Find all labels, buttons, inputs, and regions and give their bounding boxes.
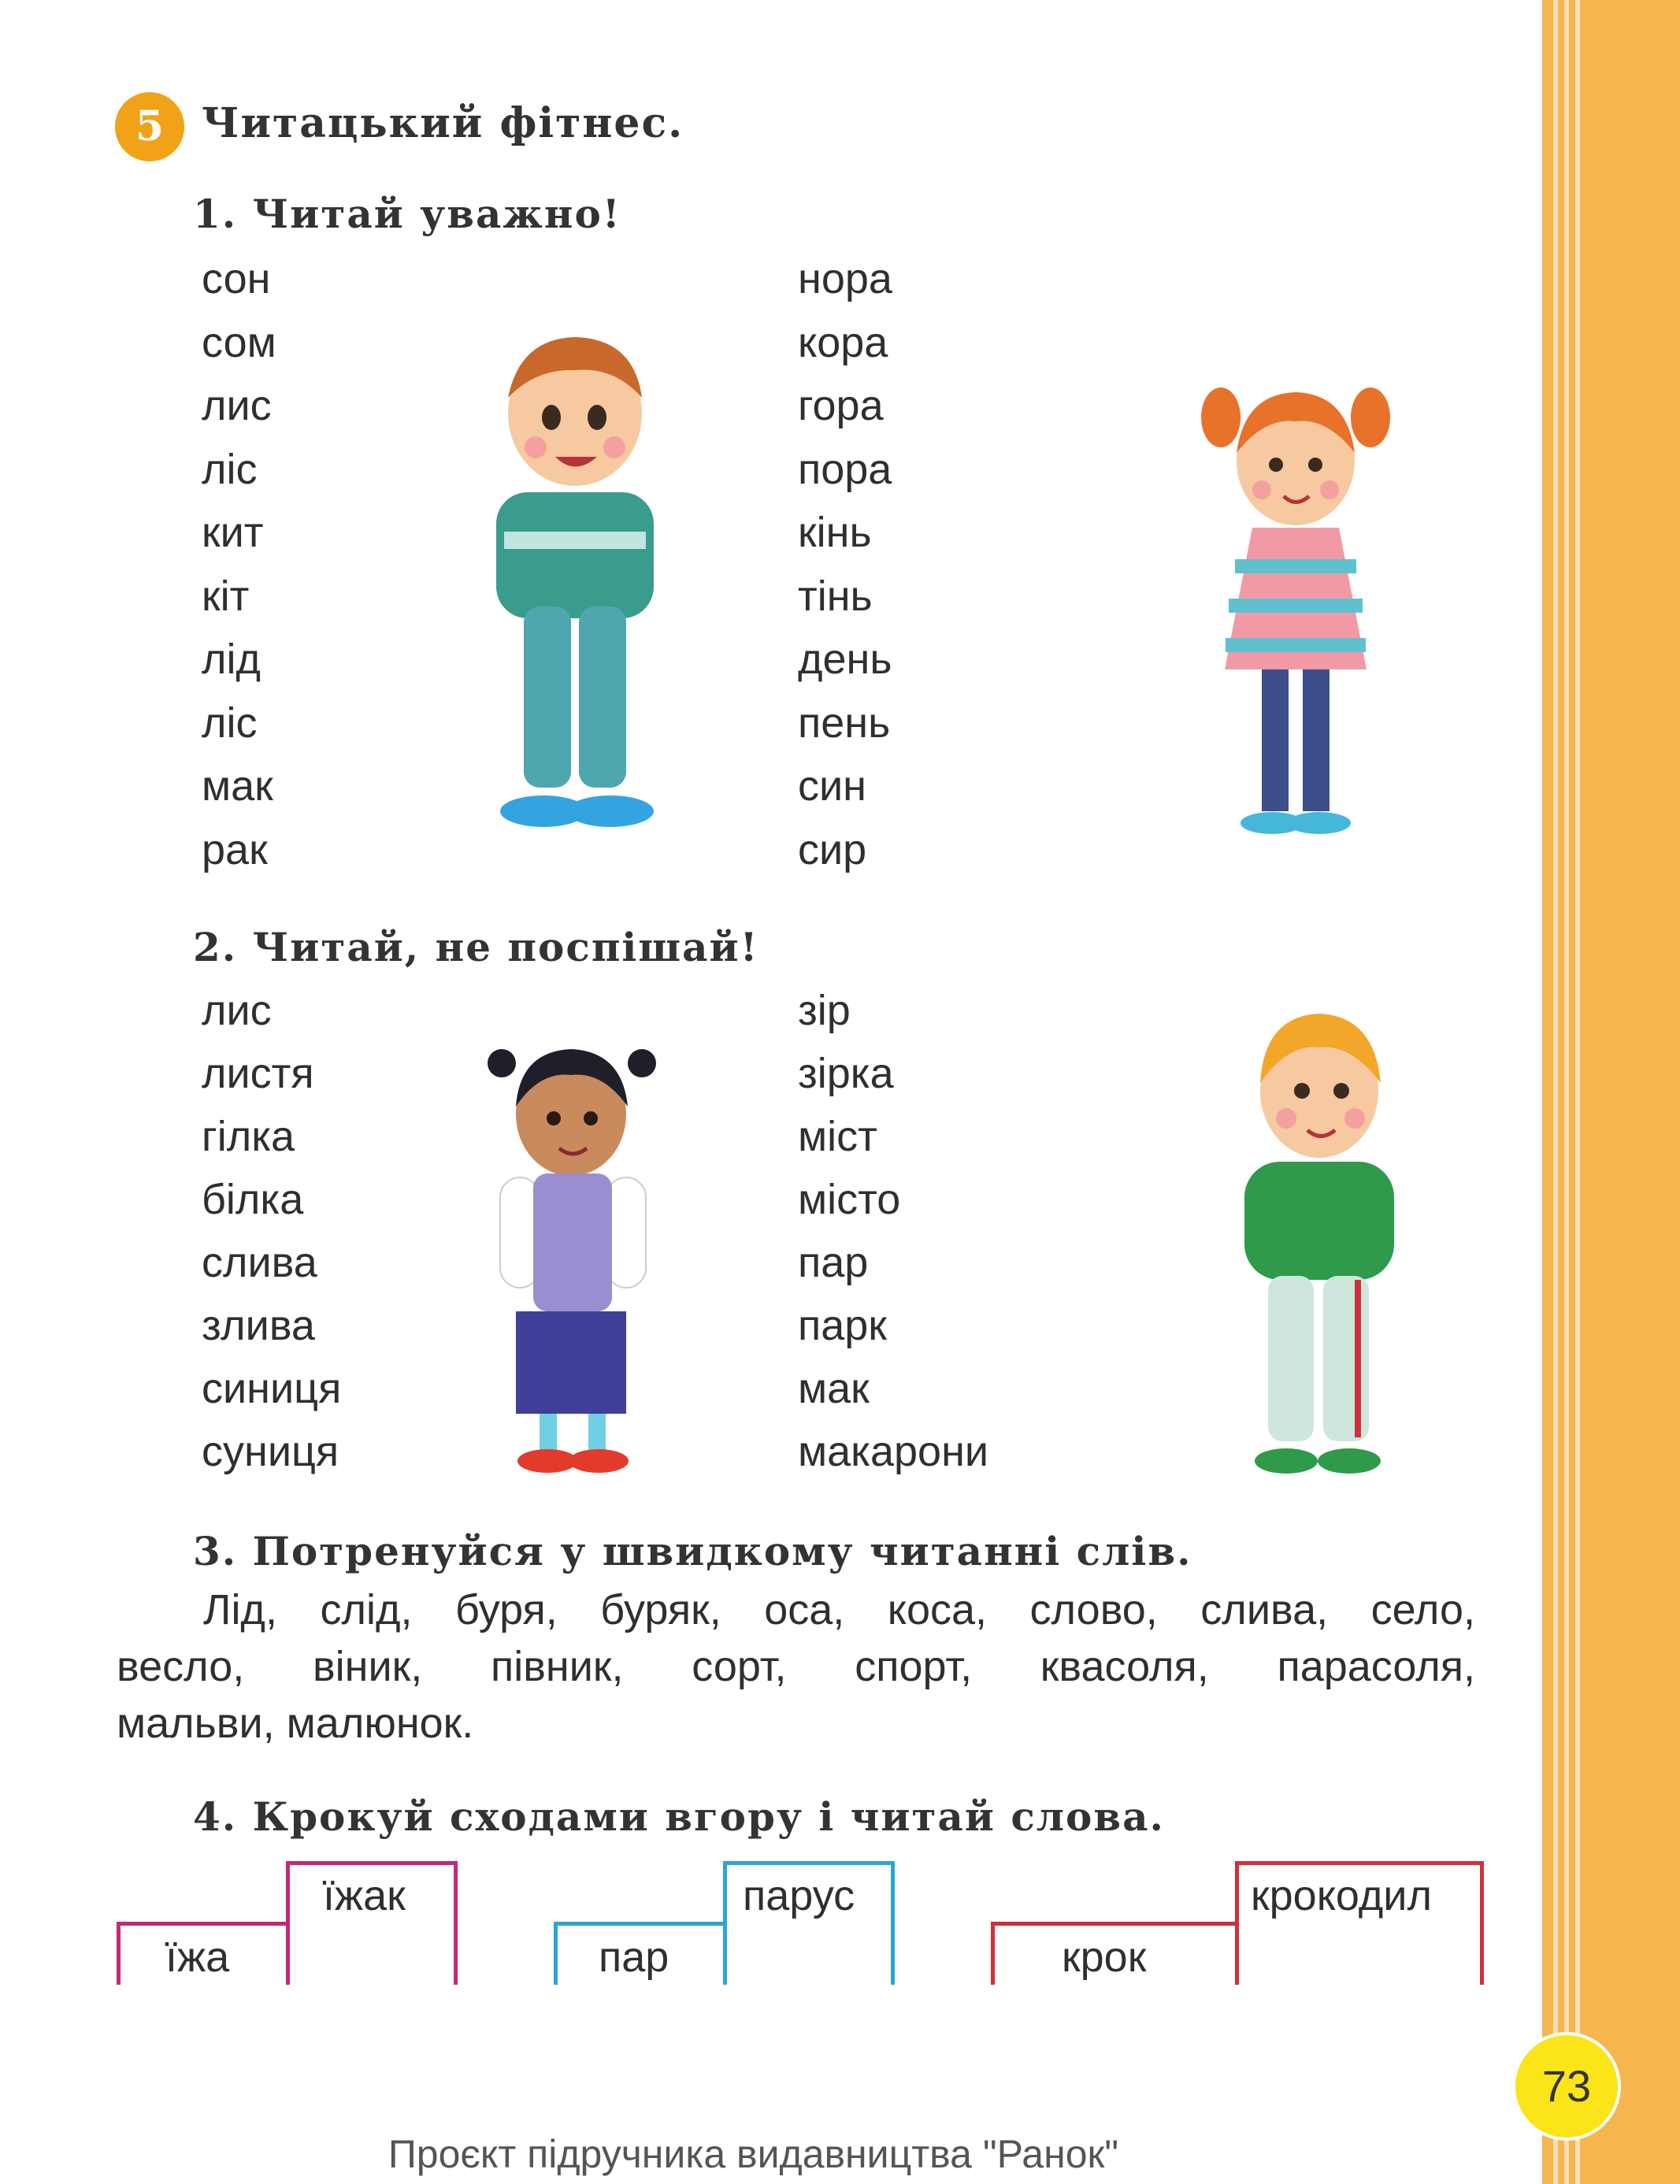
girl-illustration	[1197, 378, 1394, 843]
word-list-item: білка	[202, 1176, 304, 1223]
task2-left-word-column	[202, 979, 532, 1483]
word-list-item: пень	[798, 699, 891, 747]
word-list-item: мак	[798, 1365, 870, 1412]
stair-word-high: їжак	[323, 1872, 406, 1919]
task1-title: 1. Читай уважно!	[193, 191, 621, 237]
page-margin-bar	[1542, 0, 1680, 2184]
task3-title: 3. Потренуйся у швидкому читанні слів.	[193, 1528, 1192, 1574]
word-list-item: синиця	[202, 1365, 342, 1412]
word-list-item: кит	[202, 509, 264, 556]
word-list-item: сон	[202, 255, 271, 302]
word-list-item: злива	[202, 1302, 315, 1349]
task2-title: 2. Читай, не поспішай!	[193, 924, 759, 970]
paragraph-line: Лід, слід, буря, буряк, оса, коса, слово, слива, село,	[203, 1586, 1475, 1633]
word-list-item: лис	[202, 987, 272, 1034]
word-list-item: зірка	[798, 1050, 894, 1097]
task3-word-paragraph	[117, 1581, 1475, 1752]
word-list-item: пар	[798, 1239, 869, 1286]
word-list-item: ліс	[202, 445, 258, 493]
word-list-item: мак	[202, 762, 273, 810]
word-list-item: день	[798, 636, 892, 683]
word-list-item: міст	[798, 1113, 877, 1160]
publisher-footer: Проєкт підручника видавництва "Ранок"	[388, 2132, 1119, 2176]
word-list-item: кора	[798, 318, 888, 366]
word-list-item: макарони	[798, 1428, 989, 1475]
task2-right-word-column	[798, 979, 1129, 1483]
word-list-item: пора	[798, 445, 892, 493]
task4-title: 4. Крокуй сходами вгору і читай слова.	[193, 1793, 1165, 1840]
word-list-item: кінь	[798, 509, 872, 556]
word-list-item: гілка	[202, 1113, 295, 1160]
margin-stripe	[1564, 0, 1569, 2184]
word-list-item: гора	[798, 382, 884, 429]
margin-stripe	[1575, 0, 1580, 2184]
paragraph-line: мальви, малюнок.	[117, 1700, 474, 1747]
paragraph-line: весло, віник, півник, сорт, спорт, квасоля, парасоля,	[117, 1643, 1475, 1690]
boy-illustration	[1225, 1004, 1414, 1485]
stair-word-high: парус	[743, 1872, 855, 1919]
task1-right-word-column	[798, 247, 1129, 881]
word-list-item: парк	[798, 1302, 887, 1349]
word-list-item: зір	[798, 987, 851, 1034]
exercise-number-badge: 5	[115, 92, 184, 161]
word-list-item: лис	[202, 382, 272, 429]
word-list-item: нора	[798, 255, 892, 302]
word-list-item: слива	[202, 1239, 317, 1286]
exercise-title: Читацький фітнес.	[202, 99, 684, 147]
stair-word-low: пар	[599, 1934, 669, 1981]
word-list-item: сир	[798, 825, 867, 873]
word-list-item: син	[798, 762, 866, 810]
girl-illustration	[484, 1040, 662, 1481]
stair-word-low: крок	[1062, 1934, 1147, 1981]
margin-stripe	[1553, 0, 1558, 2184]
word-list-item: місто	[798, 1176, 901, 1223]
word-list-item: лід	[202, 636, 261, 683]
page-number: 73	[1512, 2032, 1621, 2141]
word-list-item: ліс	[202, 699, 258, 747]
word-list-item: суниця	[202, 1428, 339, 1475]
word-list-item: листя	[202, 1050, 314, 1097]
word-list-item: кіт	[202, 572, 250, 620]
stair-word-high: крокодил	[1251, 1872, 1432, 1919]
word-list-item: рак	[202, 825, 268, 873]
boy-illustration	[473, 323, 677, 843]
word-list-item: сом	[202, 318, 276, 366]
stair-word-low: їжа	[165, 1934, 230, 1981]
word-list-item: тінь	[798, 572, 873, 620]
